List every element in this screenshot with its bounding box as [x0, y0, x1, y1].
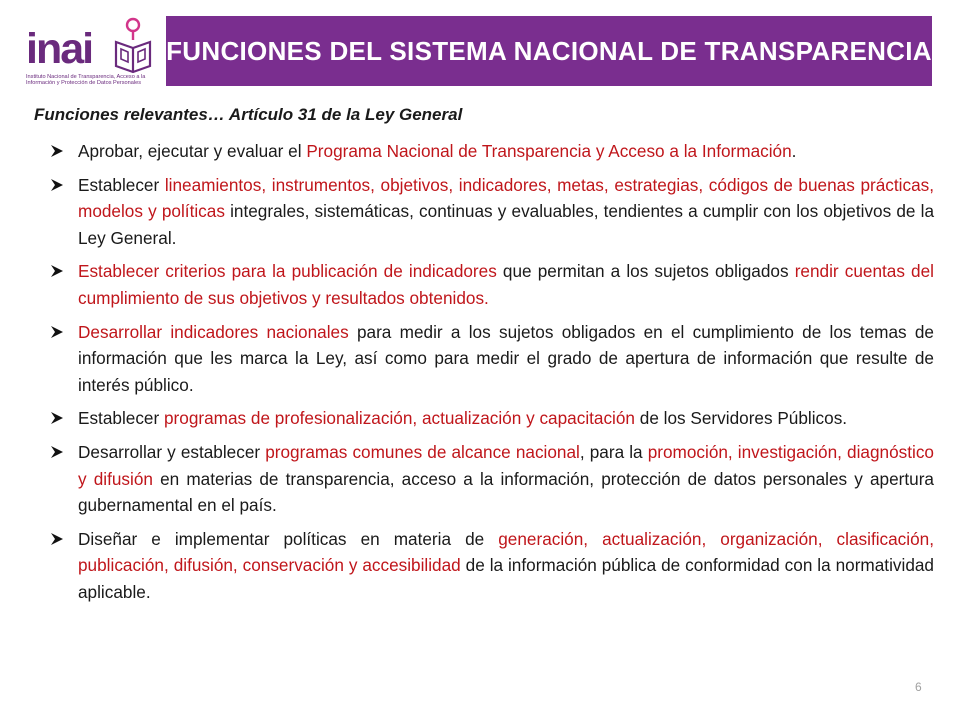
- arrow-bullet-icon: [50, 411, 64, 425]
- list-item: [50, 439, 934, 519]
- section-subtitle: Funciones relevantes… Artículo 31 de la Ley General: [34, 105, 463, 124]
- arrow-bullet-icon: [50, 178, 64, 192]
- list-item-text: [78, 261, 934, 308]
- arrow-bullet-icon: [50, 532, 64, 546]
- title-banner: [166, 16, 932, 86]
- arrow-bullet-icon: [50, 325, 64, 339]
- body-text: para medir a los sujetos obligados en el cumplimiento de los temas de información que les marca la Ley, así como para medir el grado de apertura de información que resulte de interés público.: [78, 321, 934, 395]
- body-text: integrales, sistemáticas, continuas y evaluables, tendientes a cumplir con los objetivos de la Ley General.: [78, 201, 935, 248]
- inai-logo: [18, 12, 156, 98]
- list-item: [50, 138, 934, 165]
- body-text: de los Servidores Públicos.: [635, 408, 848, 429]
- highlighted-text: generación, actualización, organización, clasificación, publicación, difusión, conservación y accesibilidad: [78, 528, 934, 576]
- body-text: Aprobar, ejecutar y evaluar el: [78, 141, 307, 161]
- arrow-bullet-icon: [50, 264, 64, 278]
- list-item: [50, 258, 934, 311]
- highlighted-text: rendir cuentas del cumplimiento de sus objetivos y resultados obtenidos.: [78, 261, 934, 308]
- list-item: [50, 172, 934, 252]
- highlighted-text: lineamientos, instrumentos, objetivos, indicadores, metas, estrategias, códigos de buenas prácticas, modelos y políticas: [78, 174, 934, 222]
- functions-list: [50, 138, 934, 613]
- arrow-bullet-icon: [50, 144, 64, 158]
- highlighted-text: promoción, investigación, diagnóstico y difusión: [78, 441, 934, 489]
- highlighted-text: Programa Nacional de Transparencia y Acceso a la Información: [306, 141, 792, 161]
- list-item-text: [78, 175, 934, 248]
- list-item: [50, 526, 934, 606]
- body-text: .: [791, 141, 797, 161]
- page-number: 6: [915, 680, 922, 694]
- body-text: Establecer: [78, 174, 165, 195]
- list-item-text: [78, 442, 934, 515]
- body-text: Desarrollar y establecer: [78, 441, 266, 462]
- inai-figure-book-icon: [110, 16, 156, 74]
- body-text: Establecer: [78, 408, 164, 429]
- highlighted-text: Establecer criterios para la publicación de indicadores: [78, 261, 497, 282]
- body-text: Diseñar e implementar políticas en materia de: [78, 528, 499, 549]
- list-item: [50, 319, 934, 399]
- list-item-text: [78, 322, 934, 395]
- list-item-text: [78, 408, 847, 428]
- list-item: [50, 405, 934, 432]
- logo-subtitle: Instituto Nacional de Transparencia, Acceso a la Información y Protección de Datos Personales: [26, 74, 146, 87]
- list-item-text: [78, 141, 796, 161]
- highlighted-text: programas comunes de alcance nacional: [265, 441, 580, 462]
- arrow-bullet-icon: [50, 445, 64, 459]
- logo-wordmark: inai: [26, 25, 93, 73]
- body-text: , para la: [579, 441, 648, 462]
- page-title: FUNCIONES DEL SISTEMA NACIONAL DE TRANSPARENCIA: [166, 35, 932, 66]
- highlighted-text: programas de profesionalización, actualización y capacitación: [163, 408, 635, 429]
- highlighted-text: Desarrollar indicadores nacionales: [78, 321, 349, 342]
- body-text: de la información pública de conformidad con la normatividad aplicable.: [78, 555, 934, 602]
- list-item-text: [78, 529, 934, 602]
- body-text: que permitan a los sujetos obligados: [496, 261, 795, 282]
- body-text: en materias de transparencia, acceso a la información, protección de datos personales y apertura gubernamental en el país.: [78, 468, 934, 516]
